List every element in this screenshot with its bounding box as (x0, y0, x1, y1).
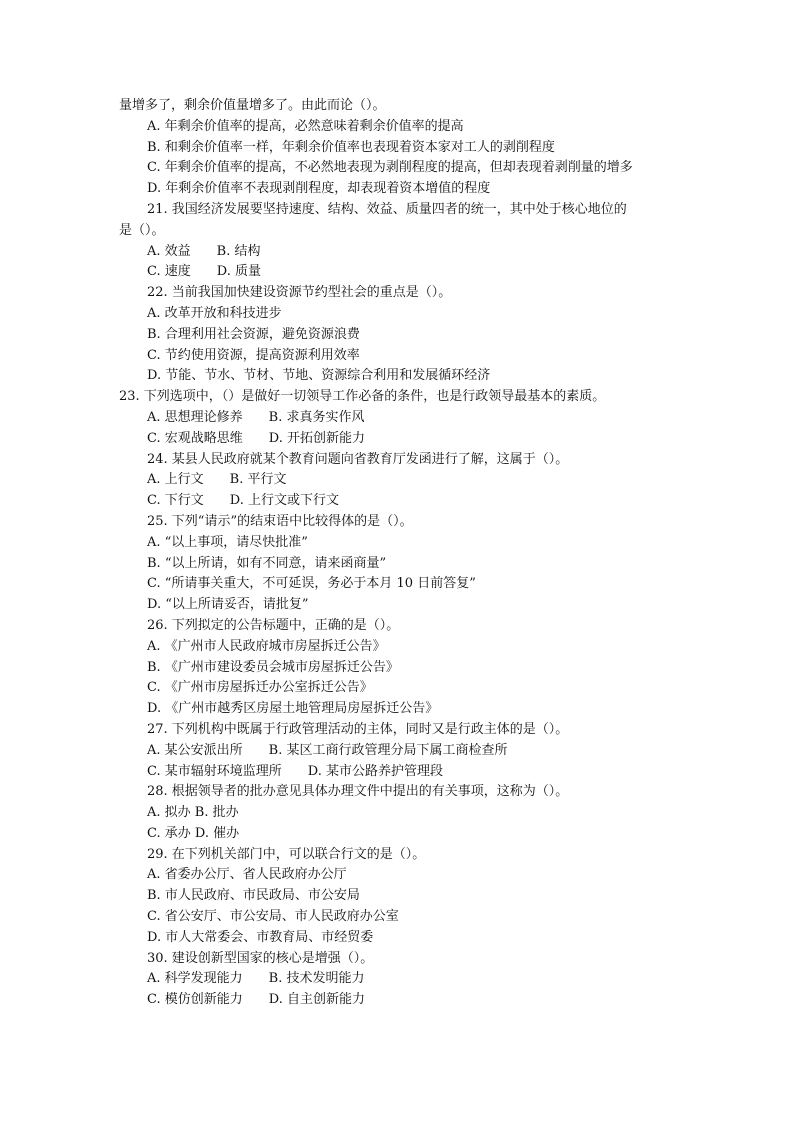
option-line (119, 470, 675, 491)
question-line: 22. 当前我国加快建设资源节约型社会的重点是（）。 (147, 285, 452, 301)
option-line: D. 《广州市越秀区房屋土地管理局房屋拆迁公告》 (147, 701, 439, 717)
text-line: 量增多了，剩余价值量增多了。由此而论（）。 (119, 98, 386, 113)
option-line: D. 市人大常委会、市教育局、市经贸委 (147, 929, 374, 945)
option-line: A. 年剩余价值率的提高，必然意味着剩余价值率的提高 (147, 118, 464, 134)
option: D. 上行文或下行文 (229, 493, 339, 509)
option-line (119, 491, 675, 512)
option-line: B. 《广州市建设委员会城市房屋拆迁公告》 (147, 659, 399, 675)
option-line: C. 《广州市房屋拆迁办公室拆迁公告》 (147, 680, 373, 696)
question-line: 23. 下列选项中，（）是做好一切领导工作必备的条件，也是行政领导最基本的素质。 (119, 389, 606, 405)
option-line: C. 节约使用资源，提高资源利用效率 (147, 347, 360, 363)
question-line: 28. 根据领导者的批办意见具体办理文件中提出的有关事项，这称为（）。 (147, 784, 569, 800)
option: A. 效益 (147, 243, 191, 259)
option-line: A. 省委办公厅、省人民政府办公厅 (147, 867, 347, 883)
option: C. 速度 (147, 264, 191, 280)
option: A. 上行文 (147, 472, 204, 488)
option-line: D. 年剩余价值率不表现剥削程度，却表现着资本增值的程度 (147, 181, 491, 197)
option: B. 某区工商行政管理分局下属工商检查所 (268, 742, 508, 758)
question-line: 29. 在下列机关部门中，可以联合行文的是（）。 (147, 846, 426, 862)
question-line: 24. 某县人民政府就某个教育问题向省教育厅发函进行了解，这属于（）。 (147, 451, 569, 467)
option-line (119, 429, 675, 450)
option-line: B. 和剩余价值率一样，年剩余价值率也表现着资本家对工人的剥削程度 (147, 139, 555, 155)
option-line: B. “以上所请，如有不同意，请来函商量” (147, 555, 387, 571)
option: C. 下行文 (147, 493, 204, 509)
option: C. 某市辐射环境监理所 (147, 763, 282, 779)
option-line: C. 省公安厅、市公安局、市人民政府办公室 (147, 909, 399, 925)
option-line: D. “以上所请妥否，请批复” (147, 597, 309, 613)
option: C. 宏观战略思维 (147, 430, 243, 446)
option-line: A. 《广州市人民政府城市房屋拆迁公告》 (147, 638, 386, 654)
option: B. 平行文 (229, 472, 287, 488)
option: B. 技术发明能力 (268, 971, 365, 987)
option-line: D. 节能、节水、节材、节地、资源综合利用和发展循环经济 (147, 368, 491, 384)
question-line: 是（）。 (119, 222, 165, 238)
option-line (119, 242, 675, 263)
option-line: B. 合理利用社会资源，避免资源浪费 (147, 326, 360, 342)
option-line (119, 408, 675, 429)
option: C. 模仿创新能力 (147, 992, 243, 1008)
option-line (119, 969, 675, 990)
question-line: 21. 我国经济发展要坚持速度、结构、效益、质量四者的统一，其中处于核心地位的 (147, 201, 627, 217)
option: D. 质量 (216, 264, 261, 280)
option-line: A. 改革开放和科技进步 (147, 305, 282, 321)
option-line (119, 762, 675, 783)
option-line (119, 741, 675, 762)
option-line: C. “所请事关重大，不可延误，务必于本月 10 日前答复” (147, 576, 476, 592)
question-line: 26. 下列拟定的公告标题中，正确的是（）。 (147, 617, 400, 633)
option: D. 自主创新能力 (268, 992, 365, 1008)
question-line: 25. 下列“请示”的结束语中比较得体的是（）。 (147, 513, 413, 529)
option-line: A. “以上事项，请尽快批准” (147, 534, 308, 550)
option: A. 科学发现能力 (147, 971, 243, 987)
option-line (119, 262, 675, 283)
option: B. 求真务实作风 (268, 409, 365, 425)
option-line (119, 990, 675, 1011)
option: D. 开拓创新能力 (268, 430, 365, 446)
option-line: A. 拟办 B. 批办 (147, 805, 239, 821)
document-content (119, 96, 675, 1011)
option: D. 某市公路养护管理段 (307, 763, 443, 779)
option: A. 某公安派出所 (147, 742, 243, 758)
option: A. 思想理论修养 (147, 409, 243, 425)
option-line: C. 年剩余价值率的提高，不必然地表现为剥削程度的提高，但却表现着剥削量的增多 (147, 160, 633, 176)
question-line: 30. 建设创新型国家的核心是增强（）。 (147, 950, 374, 966)
question-line: 27. 下列机构中既属于行政管理活动的主体，同时又是行政主体的是（）。 (147, 721, 569, 737)
option: B. 结构 (216, 243, 261, 259)
option-line: C. 承办 D. 催办 (147, 825, 240, 841)
option-line: B. 市人民政府、市民政局、市公安局 (147, 888, 360, 904)
